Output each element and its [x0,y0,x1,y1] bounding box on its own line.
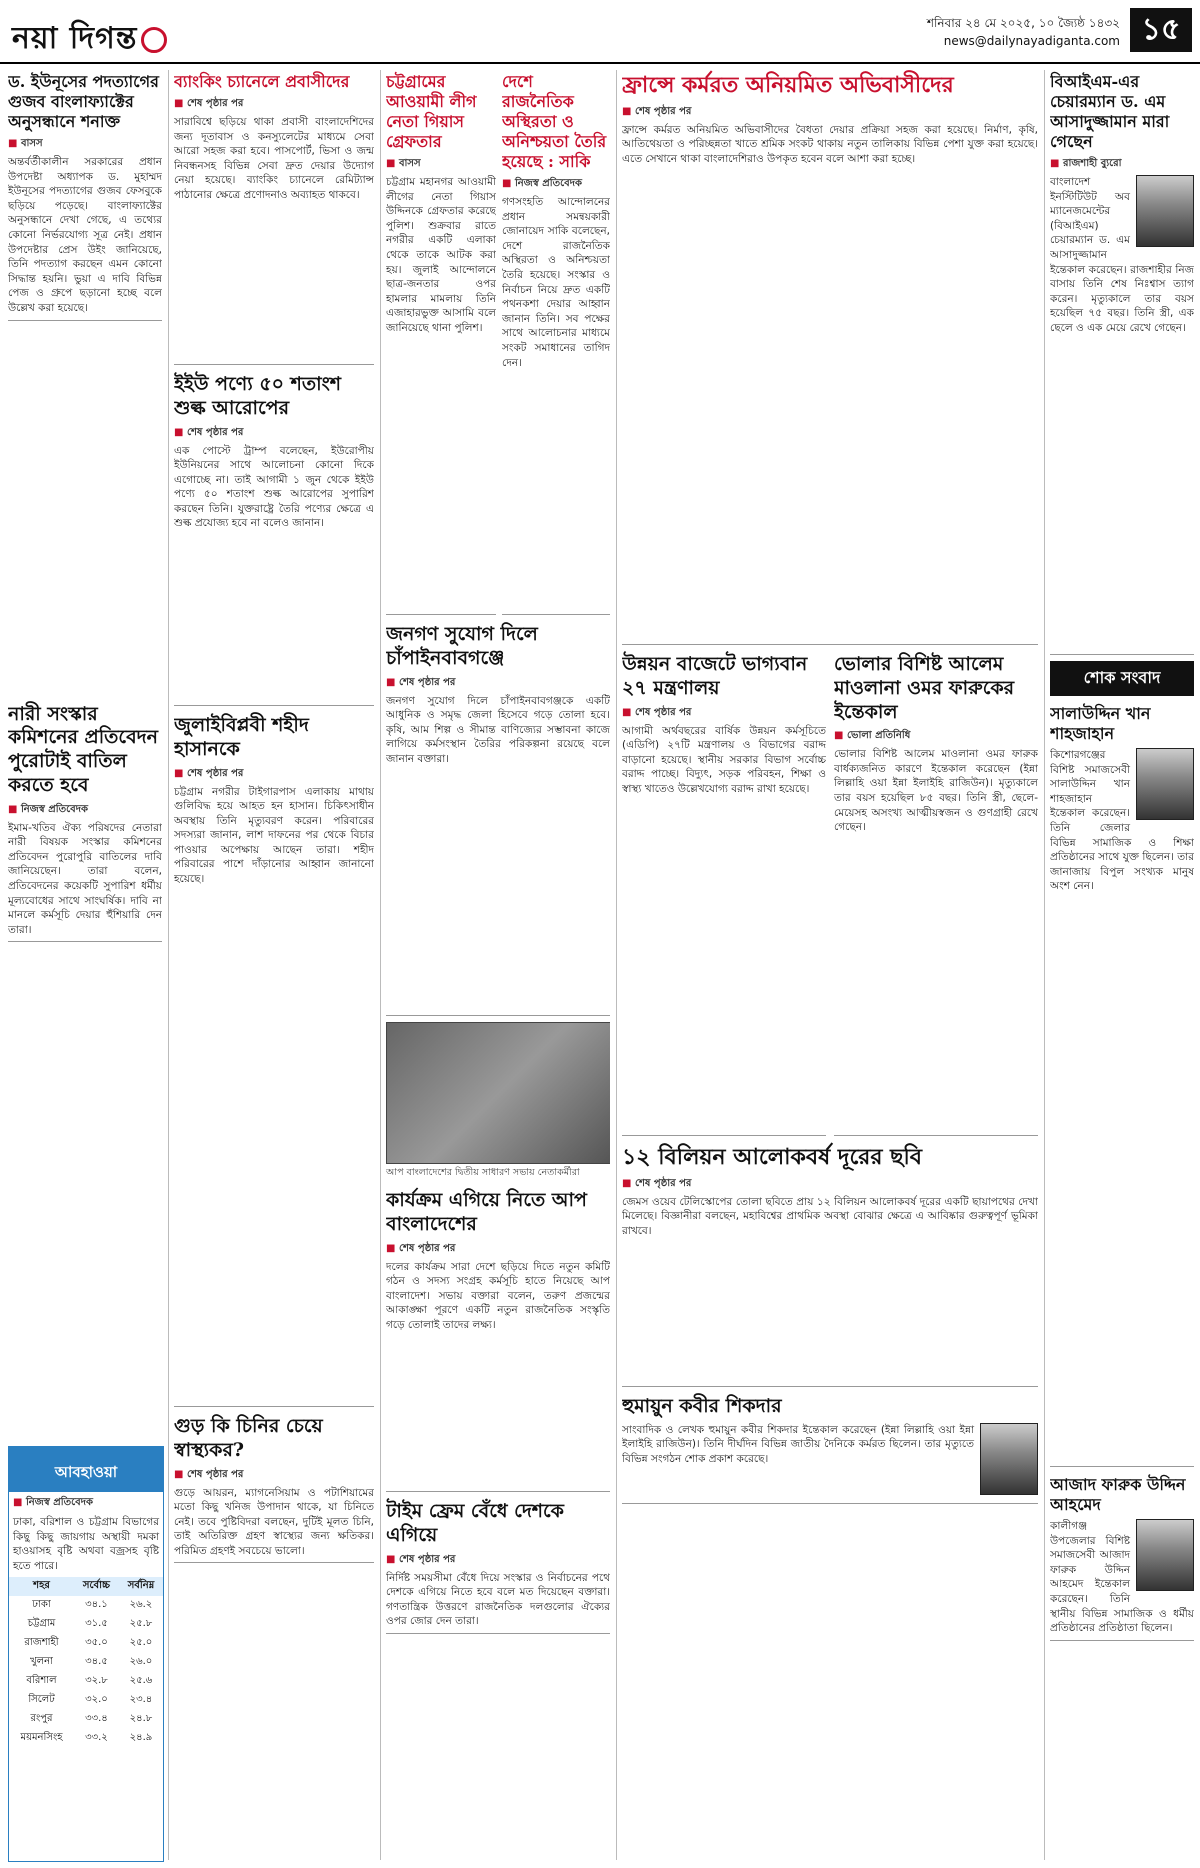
max-temp: ৩২.০ [85,1694,108,1706]
article-bim[interactable] [1050,70,1194,655]
headline: আজাদ ফারুক উদ্দিন আহমেদ [1050,1475,1186,1514]
max-temp: ৩২.৮ [85,1675,108,1687]
portrait-photo [1136,748,1194,820]
min-temp: ২৬.২ [129,1599,153,1611]
max-temp: ৩৪.৫ [85,1656,108,1668]
issue-date: শনিবার ২৪ মে ২০২৫, ১০ জ্যৈষ্ঠ ১৪৩২ [926,16,1120,30]
headline: গুড় কি চিনির চেয়ে স্বাস্থ্যকর? [174,1415,323,1461]
site-email[interactable]: news@dailynayadiganta.com [943,34,1120,48]
headline: দেশে রাজনৈতিক অস্থিরতা ও অনিশ্চয়তা তৈরি হয়েছে : সাকি [502,72,607,171]
min-temp: ২৪.৯ [129,1732,153,1744]
max-temp: ৩৫.০ [85,1637,108,1649]
article-politics[interactable] [502,70,610,615]
headline: জুলাইবিপ্লবী শহীদ হাসানকে [174,714,309,760]
article-body: কালীগঞ্জ উপজেলার বিশিষ্ট সমাজসেবী আজাদ ফারুক উদ্দিন আহমেদ ইন্তেকাল করেছেন। তিনি স্থানীয় বিভিন্ন সামাজিক ও ধর্মীয় প্রতিষ্ঠানের প্রতিষ্ঠাতা ছিলেন। [1050,1520,1194,1635]
newspaper-logo[interactable] [12,14,167,65]
city: রংপুর [30,1713,53,1725]
article-banking[interactable] [174,70,374,365]
obituary-header: শোক সংবাদ [1050,661,1194,696]
byline: ■ রাজশাহী ব্যুরো [1050,156,1194,173]
headline: কার্যক্রম এগিয়ে নিতে আপ বাংলাদেশের [386,1189,587,1235]
headline: ভোলার বিশিষ্ট আলেম মাওলানা ওমর ফারুকের ইন্তেকাল [834,653,1015,723]
article-body: দলের কার্যক্রম সারা দেশে ছড়িয়ে দিতে নতুন কমিটি গঠন ও সদস্য সংগ্রহ কর্মসূচি হাতে নিয়েছে আপ বাংলাদেশ। সভায় বক্তারা বলেন, তরুণ প্রজন্মের আকাঙ্ক্ষা পূরণে একটি নতুন রাজনৈতিক সংস্কৃতি গড়ে তোলাই তাদের লক্ষ্য। [386,1260,610,1331]
article-body: চট্টগ্রাম মহানগর আওয়ামী লীগের নেতা গিয়াস উদ্দিনকে গ্রেফতার করেছে পুলিশ। শুক্রবার রাতে নগরীর একটি এলাকা থেকে তাকে আটক করা হয়। জুলাই আন্দোলনে ছাত্র-জনতার ওপর হামলার মামলায় তিনি এজাহারভুক্ত আসামি বলে জানিয়েছে থানা পুলিশ। [386,176,496,334]
byline: ■ বাসস [386,156,496,173]
headline: নারী সংস্কার কমিশনের প্রতিবেদন পুরোটাই বাতিল করতে হবে [8,702,158,796]
max-temp: ৩৩.২ [85,1732,108,1744]
article-body: ভোলার বিশিষ্ট আলেম মাওলানা ওমর ফারুক বার্ধক্যজনিত কারণে ইন্তেকাল করেছেন (ইন্না লিল্লাহি ওয়া ইন্না ইলাইহি রাজিউন)। মৃত্যুকালে তার বয়স হয়েছিল ৮৫ বছর। তিনি স্ত্রী, ছেলে-মেয়েসহ অসংখ্য আত্মীয়স্বজন ও গুণগ্রাহী রেখে গেছেন। [834,748,1038,834]
max-temp: ৩৪.১ [85,1599,108,1611]
min-temp: ২৬.০ [129,1656,153,1668]
article-france[interactable] [622,70,1038,645]
headline: উন্নয়ন বাজেটে ভাগ্যবান ২৭ মন্ত্রণালয় [622,653,808,699]
headline: সালাউদ্দিন খান শাহজাহান [1050,704,1151,743]
article-body: সারাবিশ্বে ছড়িয়ে থাকা প্রবাসী বাংলাদেশিদের জন্য দূতাবাস ও কনস্যুলেটের মাধ্যমে সেবা আরো সহজ করা হবে। পাসপোর্ট, ভিসা ও জন্ম নিবন্ধনসহ বিভিন্ন সেবা দ্রুত দেয়ার উদ্যোগ নেয়া হয়েছে। ব্যাংকিং চ্যানেলে রেমিট্যান্স পাঠানোর ক্ষেত্রে প্রণোদনাও অব্যাহত থাকবে। [174,116,374,201]
article-julai[interactable] [174,712,374,1407]
byline: ■ শেষ পৃষ্ঠার পর [622,104,1038,121]
article-body: বাংলাদেশ ইনস্টিটিউট অব ম্যানেজমেন্টের (বিআইএম) চেয়ারম্যান ড. এম আসাদুজ্জামান ইন্তেকাল করেছেন। রাজশাহীর নিজ বাসায় তিনি শেষ নিঃশ্বাস ত্যাগ করেন। মৃত্যুকালে তার বয়স হয়েছিল ৭৫ বছর। তিনি স্ত্রী, এক ছেলে ও এক মেয়ে রেখে গেছেন। [1050,176,1194,334]
weather-col-max: সর্বোচ্চ [74,1577,119,1596]
article-body: অন্তর্বর্তীকালীন সরকারের প্রধান উপদেষ্টা অধ্যাপক ড. মুহাম্মদ ইউনূসের পদত্যাগের গুজব ফেসবুকে ছড়িয়ে পড়েছে। বাংলাফ্যাক্টের অনুসন্ধানে দেখা গেছে, এ তথ্যের কোনো নির্ভরযোগ্য সূত্র নেই। প্রধান উপদেষ্টার প্রেস উইং জানিয়েছে, তিনি পদত্যাগ করছেন এমন কোনো সিদ্ধান্ত হয়নি। ভুয়া এ দাবি বিভিন্ন পেজ ও গ্রুপে ছড়ানো হচ্ছে বলে উল্লেখ করা হয়েছে। [8,156,162,314]
byline: ■ নিজস্ব প্রতিবেদক [8,802,162,819]
min-temp: ২৫.৬ [129,1675,153,1687]
byline: ■ নিজস্ব প্রতিবেদক [502,176,610,193]
article-yunus[interactable] [8,70,162,321]
table-row [9,1691,163,1710]
article-body: গুড়ে আয়রন, ম্যাগনেসিয়াম ও পটাশিয়ামের মতো কিছু খনিজ উপাদান থাকে, যা চিনিতে নেই। তবে পুষ্টিবিদরা বলছেন, দুটিই মূলত চিনি, তাই অতিরিক্ত গ্রহণ স্বাস্থ্যের জন্য ক্ষতিকর। পরিমিত গ্রহণই সবচেয়ে ভালো। [174,1486,374,1557]
portrait-photo [1136,175,1194,247]
table-row [9,1596,163,1615]
weather-box [8,1446,164,1862]
logo-ring-icon [141,27,167,53]
column-rule [616,70,617,1860]
byline: ■ শেষ পৃষ্ঠার পর [622,1176,1038,1193]
weather-byline: ■ নিজস্ব প্রতিবেদক [13,1495,159,1512]
article-body: সাংবাদিক ও লেখক হুমায়ুন কবীর শিকদার ইন্তেকাল করেছেন (ইন্না লিল্লাহি ওয়া ইন্না ইলাইহি রাজিউন)। তিনি দীর্ঘদিন বিভিন্ন জাতীয় দৈনিকে কর্মরত ছিলেন। তার মৃত্যুতে বিভিন্ন সংগঠন শোক প্রকাশ করেছে। [622,1423,974,1465]
column-4 [622,70,1038,1860]
min-temp: ২৫.০ [129,1637,153,1649]
article-chapai[interactable] [386,621,610,1016]
article-body: গণসংহতি আন্দোলনের প্রধান সমন্বয়কারী জোনায়েদ সাকি বলেছেন, দেশে রাজনৈতিক অস্থিরতা ও অনিশ্চয়তা তৈরি হয়েছে। সংস্কার ও নির্বাচন নিয়ে দ্রুত একটি পথনকশা দেয়ার আহ্বান জানান তিনি। সব পক্ষের সাথে আলোচনার মাধ্যমে সংকট সমাধানের তাগিদ দেন। [502,196,610,369]
headline: ড. ইউনূসের পদত্যাগের গুজব বাংলাফ্যাক্টের অনুসন্ধানে শনাক্ত [8,72,159,131]
column-1 [8,70,162,1440]
article-body: জনগণ সুযোগ দিলে চাঁপাইনবাবগঞ্জকে একটি আধুনিক ও সমৃদ্ধ জেলা হিসেবে গড়ে তোলা হবে। কৃষি, আম শিল্প ও সীমান্ত বাণিজ্যের সম্ভাবনা কাজে লাগিয়ে কর্মসংস্থান তৈরির পরিকল্পনা রয়েছে বলে জানান বক্তারা। [386,694,610,765]
min-temp: ২৫.৮ [129,1618,153,1630]
photo-caption: আপ বাংলাদেশের দ্বিতীয় সাধারণ সভায় নেতাকর্মীরা [386,1167,580,1178]
table-row [9,1710,163,1729]
weather-col-min: সর্বনিম্ন [119,1577,163,1596]
article-budget[interactable] [622,651,826,1136]
article-nari[interactable] [8,701,162,943]
portrait-photo [1136,1519,1194,1591]
article-ap[interactable] [386,1187,610,1492]
headline: ১২ বিলিয়ন আলোকবর্ষ দূরের ছবি [622,1144,923,1170]
article-body: আগামী অর্থবছরের বার্ষিক উন্নয়ন কর্মসূচিতে (এডিপি) ২৭টি মন্ত্রণালয় ও বিভাগের বরাদ্দ বাড়ানো হয়েছে। স্থানীয় সরকার বিভাগ সর্বোচ্চ বরাদ্দ পাচ্ছে। বিদ্যুৎ, সড়ক পরিবহন, শিক্ষা ও স্বাস্থ্য খাতেও উল্লেখযোগ্য বরাদ্দ রাখা হয়েছে। [622,724,826,795]
byline: ■ শেষ পৃষ্ঠার পর [622,705,826,722]
article-ctg[interactable] [386,70,496,615]
byline: ■ শেষ পৃষ্ঠার পর [174,766,374,783]
article-body: চট্টগ্রাম নগরীর টাইগারপাস এলাকায় মাথায় গুলিবিদ্ধ হয়ে আহত হন হাসান। চিকিৎসাধীন অবস্থায় তিনি মৃত্যুবরণ করেন। পরিবারের সদস্যরা জানান, লাশ দাফনের পর থেকে বিচার পাওয়ার অপেক্ষায় আছেন তারা। শহীদ পরিবারের পাশে দাঁড়ানোর আহ্বান জানানো হয়েছে। [174,785,374,886]
headline: চট্টগ্রামের আওয়ামী লীগ নেতা গিয়াস গ্রেফতার [386,72,477,151]
weather-table [9,1577,163,1748]
headline: ব্যাংকিং চ্যানেলে প্রবাসীদের [174,72,350,91]
headline: জনগণ সুযোগ দিলে চাঁপাইনবাবগঞ্জে [386,623,538,669]
city: ময়মনসিংহ [20,1732,63,1744]
column-5 [1050,70,1194,1860]
article-body: নির্দিষ্ট সময়সীমা বেঁধে দিয়ে সংস্কার ও নির্বাচনের পথে দেশকে এগিয়ে নিতে হবে বলে মত দিয়েছেন বক্তারা। গণতান্ত্রিক উত্তরণে রাজনৈতিক দলগুলোর ঐক্যের ওপর জোর দেন তারা। [386,1571,610,1628]
byline: ■ শেষ পৃষ্ঠার পর [174,425,374,442]
headline: হুমায়ুন কবীর শিকদার [622,1395,782,1417]
city: খুলনা [30,1656,53,1668]
table-row [9,1653,163,1672]
headline: টাইম ফ্রেম বেঁধে দেশকে এগিয়ে [386,1500,564,1546]
page-number: ১৫ [1130,8,1192,52]
column-rule [1044,70,1045,1860]
table-row [9,1615,163,1634]
table-row [9,1634,163,1653]
logo-text: নয়া দিগন্ত [12,21,138,56]
byline: ■ শেষ পৃষ্ঠার পর [386,1241,610,1258]
article-iu[interactable] [174,371,374,706]
article-billion[interactable] [622,1142,1038,1387]
byline: ■ শেষ পৃষ্ঠার পর [386,675,610,692]
byline: ■ শেষ পৃষ্ঠার পর [174,1467,374,1484]
weather-col-city: শহর [9,1577,74,1596]
masthead [0,0,1200,64]
city: চট্টগ্রাম [27,1618,56,1630]
column-rule [168,70,169,1860]
column-3 [386,70,610,1860]
dateline [927,14,1120,50]
city: ঢাকা [32,1599,51,1611]
table-row [9,1672,163,1691]
article-timeframe[interactable] [386,1498,610,1634]
max-temp: ৩১.৫ [85,1618,108,1630]
article-gur[interactable] [174,1413,374,1563]
event-photo [386,1022,610,1164]
column-2 [174,70,374,1860]
weather-body: ঢাকা, বরিশাল ও চট্টগ্রাম বিভাগের কিছু কিছু জায়গায় অস্থায়ী দমকা হাওয়াসহ বৃষ্টি অথবা বজ্রসহ বৃষ্টি হতে পারে। [13,1516,159,1572]
weather-title: আবহাওয়া [9,1447,163,1492]
byline: ■ ভোলা প্রতিনিধি [834,728,1038,745]
table-row [9,1729,163,1748]
article-bhola[interactable] [834,651,1038,1136]
article-body: কিশোরগঞ্জের বিশিষ্ট সমাজসেবী সালাউদ্দিন খান শাহজাহান ইন্তেকাল করেছেন। তিনি জেলার বিভিন্ন সামাজিক ও শিক্ষা প্রতিষ্ঠানের সাথে যুক্ত ছিলেন। তার জানাজায় বিপুল সংখ্যক মানুষ অংশ নেন। [1050,749,1194,893]
top-pair [386,70,610,621]
column-rule [380,70,381,1860]
byline: ■ বাসস [8,136,162,153]
article-azad[interactable] [1050,1473,1194,1641]
article-body: জেমস ওয়েব টেলিস্কোপের তোলা ছবিতে প্রায় ১২ বিলিয়ন আলোকবর্ষ দূরের একটি ছায়াপথের দেখা মিলেছে। বিজ্ঞানীরা বলছেন, মহাবিশ্বের প্রাথমিক অবস্থা বোঝার ক্ষেত্রে এ আবিষ্কার গুরুত্বপূর্ণ ভূমিকা রাখবে। [622,1195,1038,1237]
article-body: ফ্রান্সে কর্মরত অনিয়মিত অভিবাসীদের বৈধতা দেয়ার প্রক্রিয়া সহজ করা হয়েছে। নির্মাণ, কৃষি, আতিথেয়তা ও পরিচ্ছন্নতা খাতে শ্রমিক সংকট থাকায় নতুন তালিকায় বিভিন্ন পেশা যুক্ত করা হয়েছে। এতে সেখানে থাকা বাংলাদেশিরাও উপকৃত হবেন বলে আশা করা হচ্ছে। [622,123,1038,165]
min-temp: ২৪.৮ [129,1713,153,1725]
article-salauddin[interactable] [1050,702,1194,1467]
headline: বিআইএম-এর চেয়ারম্যান ড. এম আসাদুজ্জামান মারা গেছেন [1050,72,1170,151]
city: বরিশাল [26,1675,57,1687]
article-body: এক পোস্টে ট্রাম্প বলেছেন, ইউরোপীয় ইউনিয়নের সাথে আলোচনা কোনো দিকে এগোচ্ছে না। তাই আগামী ১ জুন থেকে ইইউ পণ্যে ৫০ শতাংশ শুল্ক আরোপের সুপারিশ করছেন তিনি। যুক্তরাষ্ট্রে তৈরি পণ্যের ক্ষেত্রে এ শুল্ক প্রযোজ্য হবে না বলেও জানান। [174,444,374,530]
min-temp: ২৩.৪ [129,1694,153,1706]
portrait-photo [980,1423,1038,1495]
byline: ■ শেষ পৃষ্ঠার পর [174,96,374,113]
headline: ইইউ পণ্যে ৫০ শতাংশ শুল্ক আরোপের [174,373,342,419]
article-humayun[interactable] [622,1393,1038,1504]
byline: ■ শেষ পৃষ্ঠার পর [386,1552,610,1569]
city: সিলেট [28,1694,55,1706]
max-temp: ৩৩.৪ [85,1713,108,1725]
headline: ফ্রান্সে কর্মরত অনিয়মিত অভিবাসীদের [622,72,954,98]
mid-pair [622,651,1038,1142]
article-body: ইমাম-খতিব ঐক্য পরিষদের নেতারা নারী বিষয়ক সংস্কার কমিশনের প্রতিবেদন পুরোপুরি বাতিলের দাবি জানিয়েছেন। তারা বলেন, প্রতিবেদনের কয়েকটি সুপারিশ ধর্মীয় মূল্যবোধের সাথে সাংঘর্ষিক। দাবি না মানলে কর্মসূচি দেয়ার হুঁশিয়ারি দেন তারা। [8,821,162,936]
city: রাজশাহী [24,1637,59,1649]
